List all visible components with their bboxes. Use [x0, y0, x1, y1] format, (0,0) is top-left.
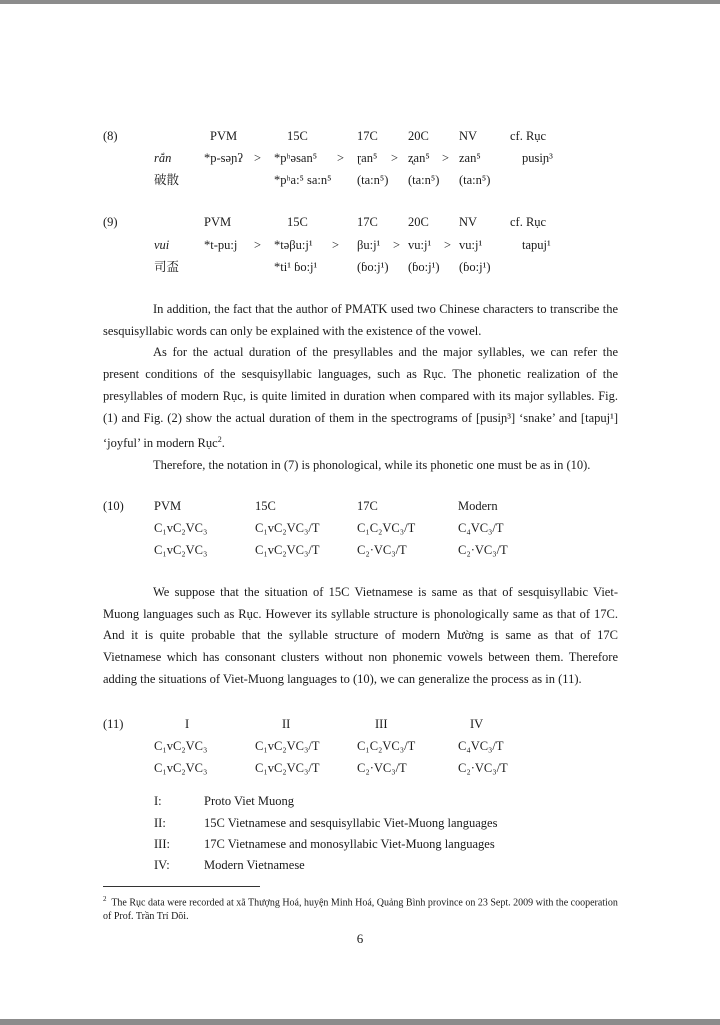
form-15c-alt: *ti¹ ɓo:j¹: [274, 260, 318, 274]
paragraph-3: Therefore, the notation in (7) is phonological, while its phonetic one must be as in (10).: [153, 458, 591, 473]
header-nv: NV: [459, 215, 478, 229]
header-modern: Modern: [458, 499, 498, 513]
header-17c: 17C: [357, 129, 378, 143]
form-20c-alt: (ta:n⁵): [408, 173, 440, 187]
form-20c: ʐan⁵: [408, 151, 430, 165]
paragraph-1: In addition, the fact that the author of PMATK used two Chinese characters to transcribe the sesquisyllabic words can only be explained with the existence of the vowel.: [103, 302, 618, 338]
header-iii: III: [375, 717, 388, 731]
formula-iii-phonetic: C₂·VC₃/T: [357, 761, 407, 775]
header-17c: 17C: [357, 215, 378, 229]
gloss-word: rắn: [154, 151, 172, 165]
formula-iv: C₄VC₃/T: [458, 739, 504, 753]
header-15c: 15C: [255, 499, 276, 513]
header-pvm: PVM: [204, 215, 232, 229]
arrow: >: [254, 151, 262, 165]
bottom-edge-bar: [0, 1019, 720, 1025]
header-17c: 17C: [357, 499, 378, 513]
formula-ii-phonetic: C₁vC₂VC₃/T: [255, 761, 320, 775]
page-number: 6: [356, 931, 364, 946]
body-paragraphs: [103, 299, 618, 477]
form-20c-alt: (ɓo:j¹): [408, 260, 440, 274]
footnote-reference: 2: [217, 435, 222, 445]
arrow: >: [391, 151, 399, 165]
arrow: >: [337, 151, 345, 165]
example-number: (9): [103, 215, 118, 229]
form-pvm: *t-pu:j: [204, 238, 238, 252]
formula-modern-phonetic: C₂·VC₃/T: [458, 543, 508, 557]
top-edge-bar: [0, 0, 720, 4]
paragraph-2: [103, 342, 618, 455]
legend-key-iv: IV:: [154, 858, 170, 872]
header-pvm: PVM: [154, 499, 182, 513]
footnote-mark: 2: [103, 895, 107, 903]
arrow: >: [254, 238, 262, 252]
form-nv-alt: (ta:n⁵): [459, 173, 491, 187]
header-pvm: PVM: [210, 129, 238, 143]
arrow: >: [444, 238, 452, 252]
form-pvm: *p-səɲʔ: [204, 151, 243, 165]
legend-text-ii: 15C Vietnamese and sesquisyllabic Viet-Muong languages: [204, 816, 498, 830]
formula-17c-phonetic: C₂·VC₃/T: [357, 543, 407, 557]
footnote-text: The Rục data were recorded at xã Thượng Hoá, huyện Minh Hoá, Quảng Bình province on 23 Sept. 2009 with the cooperation of Prof. Trần Trí Dõi.: [103, 897, 618, 922]
form-nv: vu:j¹: [459, 238, 483, 252]
formula-i: C₁vC₂VC₃: [154, 739, 208, 753]
chinese-characters: 司盃: [154, 260, 180, 274]
header-15c: 15C: [287, 215, 308, 229]
arrow: >: [442, 151, 450, 165]
header-15c: 15C: [287, 129, 308, 143]
legend-key-ii: II:: [154, 816, 166, 830]
example-number: (11): [103, 717, 124, 731]
formula-17c: C₁C₂VC₃/T: [357, 521, 416, 535]
form-17c-alt: (ta:n⁵): [357, 173, 389, 187]
formula-iv-phonetic: C₂·VC₃/T: [458, 761, 508, 775]
formula-ii: C₁vC₂VC₃/T: [255, 739, 320, 753]
body-paragraph-4: [103, 582, 618, 691]
footnote: [103, 893, 618, 923]
formula-15c-phonetic: C₁vC₂VC₃/T: [255, 543, 320, 557]
form-17c: βu:j¹: [357, 238, 381, 252]
example-number: (10): [103, 499, 124, 513]
form-cf: pusiɲ³: [522, 151, 553, 165]
header-i: I: [185, 717, 190, 731]
paragraph-4: We suppose that the situation of 15C Vietnamese is same as that of sesquisyllabic Viet-Muong languages such as Rục. However its syllable structure is phonologically same as that of 17C. And it is quite probable that the syllable structure of modern Mường is same as that of 17C Vietnamese which has consonant clusters without non phonemic vowels between them. Therefore adding the situations of Viet-Muong languages to (10), we can generalize the process as in (11).: [103, 585, 618, 686]
arrow: >: [393, 238, 401, 252]
formula-modern: C₄VC₃/T: [458, 521, 504, 535]
formula-pvm: C₁vC₂VC₃: [154, 521, 208, 535]
header-20c: 20C: [408, 215, 429, 229]
header-cf: cf. Rục: [510, 129, 547, 143]
header-20c: 20C: [408, 129, 429, 143]
form-15c: *təβu:j¹: [274, 238, 313, 252]
header-nv: NV: [459, 129, 478, 143]
form-nv: zan⁵: [459, 151, 481, 165]
header-ii: II: [282, 717, 291, 731]
legend-key-i: I:: [154, 794, 162, 808]
legend-text-i: Proto Viet Muong: [204, 794, 294, 808]
formula-15c: C₁vC₂VC₃/T: [255, 521, 320, 535]
form-nv-alt: (ɓo:j¹): [459, 260, 491, 274]
footnote-rule: [103, 886, 260, 887]
paragraph-2-text: As for the actual duration of the presyllables and the major syllables, we can refer the present conditions of the sesquisyllabic languages, such as Rục. The phonetic realization of the presyllables of modern Rục, is quite limited in duration when compared with its major syllables. Fig. (1) and Fig. (2) show the actual duration of them in the spectrograms of [pusiɲ³] ‘snake’ and [tapuj¹] ‘joyful’ in modern Rục: [103, 345, 618, 451]
legend-key-iii: III:: [154, 837, 170, 851]
legend-text-iv: Modern Vietnamese: [204, 858, 305, 872]
header-iv: IV: [470, 717, 484, 731]
form-20c: vu:j¹: [408, 238, 432, 252]
formula-i-phonetic: C₁vC₂VC₃: [154, 761, 208, 775]
legend-text-iii: 17C Vietnamese and monosyllabic Viet-Muong languages: [204, 837, 495, 851]
arrow: >: [332, 238, 340, 252]
formula-iii: C₁C₂VC₃/T: [357, 739, 416, 753]
form-cf: tapuj¹: [522, 238, 551, 252]
form-17c-alt: (ɓo:j¹): [357, 260, 389, 274]
example-number: (8): [103, 129, 118, 143]
chinese-characters: 破散: [154, 173, 180, 187]
formula-pvm-phonetic: C₁vC₂VC₃: [154, 543, 208, 557]
form-15c-alt: *pʰa:⁵ sa:n⁵: [274, 173, 332, 187]
gloss-word: vui: [154, 238, 170, 252]
header-cf: cf. Rục: [510, 215, 547, 229]
form-17c: ɽan⁵: [357, 151, 378, 165]
form-15c: *pʰəsan⁵: [274, 151, 318, 165]
paragraph-2-end: .: [221, 436, 225, 451]
